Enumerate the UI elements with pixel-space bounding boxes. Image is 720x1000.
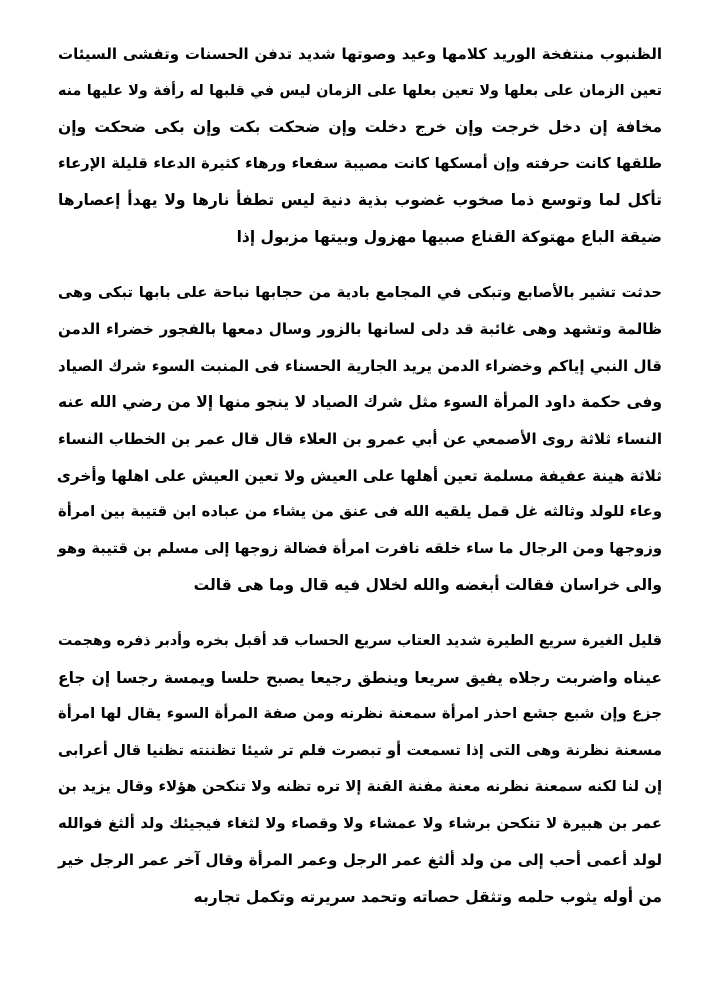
text-line: تعين الزمان على بعلها ولا تعين بعلها على الزمان ليس في قلبها له رأفة ولا عليها منه: [58, 82, 662, 99]
text-line: حدثت تشير بالأصابع وتبكى في المجامع بادية من حجابها نباحة على بابها تبكى وهى: [58, 283, 662, 301]
paragraph-3: [58, 623, 662, 916]
text-line: ظالمة وتشهد وهى غائبة قد دلى لسانها بالزور وسال دمعها بالفجور خضراء الدمن: [58, 320, 662, 339]
text-line: وفى حكمة داود المرأة السوء مثل شرك الصياد لا ينجو منها إلا من رضي الله عنه: [58, 393, 662, 412]
text-line: جزع وإن شبع جشع احذر امرأة سمعنة نظرنه ومن صفة المرأة السوء يقال لها امرأة: [58, 705, 662, 723]
text-line: قليل الغيرة سريع الطيرة شديد العتاب سريع الحساب قد أقبل بخره وأدبر ذفره وهجمت: [58, 632, 662, 649]
text-line: وعاء للولد وثالثه غل قمل يلقيه الله فى عنق من يشاء من عباده ابن قتيبة بين امرأة: [58, 503, 662, 521]
text-line: النساء ثلاثة روى الأصمعي عن أبي عمرو بن العلاء قال قال عمر بن الخطاب النساء: [58, 429, 662, 448]
text-line: لولد أعمى أحب إلى من ولد ألثغ عمر الرجل وعمر المرأة وقال آخر عمر الرجل خير: [58, 851, 662, 870]
text-line: وزوجها ومن الرجال ما ساء خلقه نافرت امرأة فضالة زوجها إلى مسلم بن قتيبة وهو: [57, 539, 662, 557]
text-line: تأكل لما وتوسع ذما صخوب غضوب بذية دنية ليس تطفأ نارها ولا يهدأ إعصارها: [58, 191, 662, 210]
text-line: طلقها كانت حرفته وإن أمسكها كانت مصيبة سفعاء ورهاء كثيرة الدعاء قليلة الإرعاء: [58, 154, 662, 172]
text-line: ثلاثة هينة عفيفة مسلمة تعين أهلها على العيش ولا تعين العيش على اهلها وأخرى: [56, 466, 662, 485]
text-line: الظنبوب منتفخة الوريد كلامها وعيد وصوتها شديد تدفن الحسنات وتفشى السيئات: [58, 45, 662, 63]
text-line: والى خراسان فقالت أبغضه والله لخلال فيه قال وما هى قالت: [193, 576, 662, 595]
paragraph-1: [58, 36, 662, 256]
text-line: عيناه واضربت رجلاه يفيق سريعا وينطق رجيعا يصبح حلسا ويمسة رجسا إن جاع: [58, 668, 662, 687]
text-line: قال النبي إياكم وخضراء الدمن يريد الجارية الحسناء فى المنبت السوء شرك الصياد: [58, 356, 662, 375]
text-line: عمر بن هبيرة لا تنكحن برشاء ولا عمشاء ولا وقصاء ولا لثغاء فيجيئك ولد ألثغ فوالله: [58, 814, 662, 832]
text-line: مسعنة نظرنة وهى التى إذا تسمعت أو تبصرت فلم تر شيئا تظننته تظنيا قال أعرابى: [58, 741, 662, 759]
text-line: إن لنا لكنه سمعنة نظرنه معنة مفنة القنة إلا تره تظنه ولا تنكحن هؤلاء وقال يزيد بن: [58, 778, 662, 796]
text-line: ضيقة الباع مهتوكة القناع صبيها مهزول وبيتها مزبول إذا: [236, 227, 662, 246]
text-line: مخافة إن دخل خرجت وإن خرج دخلت وإن ضحكت بكت وإن بكى ضحكت وإن: [58, 118, 662, 137]
text-line: من أوله يثوب حلمه وتثقل حصاته وتحمد سريرته وتكمل تجاربه: [193, 888, 662, 907]
paragraph-2: [58, 275, 662, 604]
